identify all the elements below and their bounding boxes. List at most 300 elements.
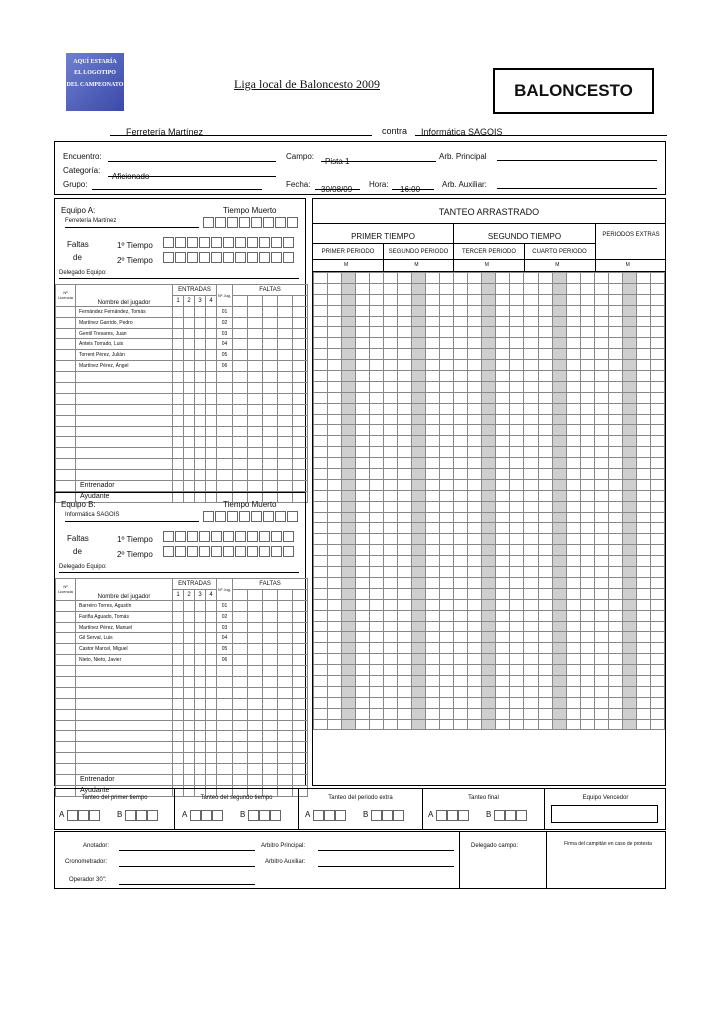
score-cell[interactable]: [426, 556, 440, 567]
score-cell[interactable]: [538, 305, 552, 316]
score-cell[interactable]: [468, 534, 482, 545]
score-cell[interactable]: [398, 665, 412, 676]
score-cell[interactable]: [440, 665, 454, 676]
fecha-field[interactable]: [315, 179, 360, 194]
score-cell[interactable]: [468, 588, 482, 599]
score-cell[interactable]: [566, 567, 580, 578]
score-cell[interactable]: [384, 632, 398, 643]
score-cell[interactable]: [594, 599, 608, 610]
score-cell[interactable]: [356, 392, 370, 403]
falta-cell[interactable]: [278, 339, 293, 350]
score-cell[interactable]: [454, 447, 468, 458]
entrada-cell[interactable]: [195, 731, 206, 742]
score-cell[interactable]: [608, 643, 622, 654]
score-cell[interactable]: [608, 665, 622, 676]
score-cell[interactable]: [552, 447, 566, 458]
score-cell[interactable]: [468, 338, 482, 349]
score-cell[interactable]: [314, 479, 328, 490]
falta-cell[interactable]: [293, 753, 308, 764]
score-cell[interactable]: [496, 327, 510, 338]
score-cell[interactable]: [510, 371, 524, 382]
falta-cell[interactable]: [248, 709, 263, 720]
score-cell[interactable]: [426, 512, 440, 523]
entrada-cell[interactable]: [206, 393, 217, 404]
score-cell[interactable]: [314, 577, 328, 588]
score-cell[interactable]: [538, 294, 552, 305]
falta-cell[interactable]: [233, 731, 248, 742]
score-cell[interactable]: [650, 316, 664, 327]
score-cell[interactable]: [412, 371, 426, 382]
score-cell[interactable]: [650, 719, 664, 730]
entrada-cell[interactable]: [195, 448, 206, 459]
entrada-cell[interactable]: [195, 383, 206, 394]
score-cell[interactable]: [496, 588, 510, 599]
falta-cell[interactable]: [278, 448, 293, 459]
score-cell[interactable]: [622, 545, 636, 556]
entrada-cell[interactable]: [195, 306, 206, 317]
score-cell[interactable]: [580, 403, 594, 414]
score-cell[interactable]: [426, 381, 440, 392]
score-cell[interactable]: [342, 392, 356, 403]
score-cell[interactable]: [356, 458, 370, 469]
score-cell[interactable]: [524, 523, 538, 534]
score-cell[interactable]: [398, 556, 412, 567]
score-cell[interactable]: [510, 610, 524, 621]
score-cell[interactable]: [314, 305, 328, 316]
falta-cell[interactable]: [233, 415, 248, 426]
falta-cell[interactable]: [293, 709, 308, 720]
staff-cell[interactable]: [248, 775, 263, 786]
score-cell[interactable]: [440, 371, 454, 382]
score-cell[interactable]: [454, 479, 468, 490]
score-cell[interactable]: [426, 610, 440, 621]
score-cell[interactable]: [398, 545, 412, 556]
falta-cell[interactable]: [248, 600, 263, 611]
score-cell[interactable]: [538, 458, 552, 469]
score-cell[interactable]: [482, 338, 496, 349]
score-cell[interactable]: [454, 686, 468, 697]
score-cell[interactable]: [636, 305, 650, 316]
score-cell[interactable]: [412, 381, 426, 392]
score-cell[interactable]: [342, 588, 356, 599]
score-cell[interactable]: [426, 534, 440, 545]
falta-cell[interactable]: [263, 633, 278, 644]
score-cell[interactable]: [328, 632, 342, 643]
score-cell[interactable]: [594, 479, 608, 490]
score-cell[interactable]: [650, 632, 664, 643]
score-cell[interactable]: [356, 316, 370, 327]
score-cell[interactable]: [440, 534, 454, 545]
score-cell[interactable]: [468, 621, 482, 632]
score-cell[interactable]: [356, 349, 370, 360]
score-cell[interactable]: [566, 545, 580, 556]
score-cell[interactable]: [342, 675, 356, 686]
score-cell[interactable]: [524, 316, 538, 327]
entrada-cell[interactable]: [195, 415, 206, 426]
falta-cell[interactable]: [233, 437, 248, 448]
entrada-cell[interactable]: [206, 622, 217, 633]
score-cell[interactable]: [622, 294, 636, 305]
score-cell[interactable]: [566, 447, 580, 458]
staff-cell[interactable]: [263, 481, 278, 492]
falta-cell[interactable]: [248, 328, 263, 339]
score-cell[interactable]: [482, 719, 496, 730]
score-cell[interactable]: [580, 512, 594, 523]
score-cell[interactable]: [482, 567, 496, 578]
licencia-cell[interactable]: [56, 350, 76, 361]
entrada-cell[interactable]: [206, 426, 217, 437]
score-cell[interactable]: [412, 349, 426, 360]
score-cell[interactable]: [412, 665, 426, 676]
score-cell[interactable]: [468, 523, 482, 534]
score-cell[interactable]: [622, 349, 636, 360]
falta-cell[interactable]: [248, 383, 263, 394]
score-cell[interactable]: [650, 675, 664, 686]
score-cell[interactable]: [440, 719, 454, 730]
score-cell[interactable]: [468, 697, 482, 708]
score-cell[interactable]: [594, 632, 608, 643]
score-cell[interactable]: [608, 381, 622, 392]
score-cell[interactable]: [594, 469, 608, 480]
score-cell[interactable]: [370, 534, 384, 545]
score-cell[interactable]: [384, 371, 398, 382]
score-cell[interactable]: [454, 545, 468, 556]
entrada-cell[interactable]: [206, 415, 217, 426]
score-cell[interactable]: [482, 425, 496, 436]
entrada-cell[interactable]: [206, 687, 217, 698]
score-cell[interactable]: [468, 643, 482, 654]
score-cell[interactable]: [356, 283, 370, 294]
score-cell[interactable]: [580, 349, 594, 360]
score-cell[interactable]: [566, 403, 580, 414]
score-cell[interactable]: [356, 523, 370, 534]
licencia-cell[interactable]: [56, 742, 76, 753]
entrada-cell[interactable]: [206, 666, 217, 677]
score-cell[interactable]: [636, 381, 650, 392]
score-cell[interactable]: [594, 447, 608, 458]
score-cell[interactable]: [650, 523, 664, 534]
score-cell[interactable]: [552, 534, 566, 545]
score-cell[interactable]: [328, 675, 342, 686]
entrada-cell[interactable]: [195, 655, 206, 666]
score-cell[interactable]: [398, 643, 412, 654]
score-cell[interactable]: [440, 545, 454, 556]
score-cell[interactable]: [468, 327, 482, 338]
score-cell[interactable]: [608, 479, 622, 490]
score-cell[interactable]: [468, 512, 482, 523]
score-cell[interactable]: [384, 545, 398, 556]
score-cell[interactable]: [510, 479, 524, 490]
score-cell[interactable]: [370, 632, 384, 643]
score-cell[interactable]: [636, 643, 650, 654]
score-cell[interactable]: [384, 327, 398, 338]
score-cell[interactable]: [580, 697, 594, 708]
score-cell[interactable]: [594, 371, 608, 382]
score-cell[interactable]: [482, 447, 496, 458]
score-cell[interactable]: [566, 360, 580, 371]
score-cell[interactable]: [328, 371, 342, 382]
score-cell[interactable]: [426, 577, 440, 588]
score-cell[interactable]: [398, 458, 412, 469]
score-cell[interactable]: [622, 360, 636, 371]
score-cell[interactable]: [468, 414, 482, 425]
score-cell[interactable]: [482, 273, 496, 284]
score-cell[interactable]: [412, 719, 426, 730]
score-cell[interactable]: [342, 556, 356, 567]
score-cell[interactable]: [398, 414, 412, 425]
score-cell[interactable]: [314, 545, 328, 556]
score-cell[interactable]: [538, 556, 552, 567]
score-cell[interactable]: [342, 403, 356, 414]
score-cell[interactable]: [328, 567, 342, 578]
falta-cell[interactable]: [233, 426, 248, 437]
score-cell[interactable]: [636, 327, 650, 338]
entrada-cell[interactable]: [206, 350, 217, 361]
score-cell[interactable]: [314, 283, 328, 294]
score-cell[interactable]: [440, 436, 454, 447]
score-cell[interactable]: [622, 316, 636, 327]
score-cell[interactable]: [552, 349, 566, 360]
score-cell[interactable]: [314, 294, 328, 305]
score-cell[interactable]: [398, 632, 412, 643]
score-cell[interactable]: [608, 556, 622, 567]
score-cell[interactable]: [594, 458, 608, 469]
score-cell[interactable]: [622, 414, 636, 425]
score-cell[interactable]: [538, 708, 552, 719]
score-cell[interactable]: [552, 360, 566, 371]
score-cell[interactable]: [356, 294, 370, 305]
score-cell[interactable]: [608, 360, 622, 371]
hora-field[interactable]: [392, 179, 434, 194]
score-cell[interactable]: [552, 381, 566, 392]
score-cell[interactable]: [454, 338, 468, 349]
score-cell[interactable]: [412, 534, 426, 545]
score-cell[interactable]: [538, 273, 552, 284]
score-cell[interactable]: [426, 447, 440, 458]
score-cell[interactable]: [510, 305, 524, 316]
fouls-2nd-boxes[interactable]: [163, 252, 295, 263]
score-cell[interactable]: [636, 273, 650, 284]
score-cell[interactable]: [426, 403, 440, 414]
entrada-cell[interactable]: [195, 437, 206, 448]
score-cell[interactable]: [580, 708, 594, 719]
score-cell[interactable]: [328, 719, 342, 730]
licencia-cell[interactable]: [56, 306, 76, 317]
score-cell[interactable]: [314, 534, 328, 545]
score-cell[interactable]: [384, 338, 398, 349]
falta-cell[interactable]: [233, 361, 248, 372]
score-cell[interactable]: [426, 360, 440, 371]
score-cell[interactable]: [398, 577, 412, 588]
score-cell[interactable]: [510, 719, 524, 730]
score-cell[interactable]: [594, 338, 608, 349]
score-cell[interactable]: [384, 556, 398, 567]
score-cell[interactable]: [594, 665, 608, 676]
score-cell[interactable]: [454, 675, 468, 686]
score-cell[interactable]: [510, 654, 524, 665]
score-cell[interactable]: [468, 545, 482, 556]
score-cell[interactable]: [426, 371, 440, 382]
score-cell[interactable]: [482, 632, 496, 643]
score-cell[interactable]: [622, 305, 636, 316]
entrada-cell[interactable]: [206, 470, 217, 481]
entrada-cell[interactable]: [184, 448, 195, 459]
score-cell[interactable]: [426, 294, 440, 305]
score-cell[interactable]: [440, 458, 454, 469]
entrada-cell[interactable]: [206, 753, 217, 764]
score-cell[interactable]: [510, 523, 524, 534]
score-cell[interactable]: [454, 392, 468, 403]
arb-principal-field[interactable]: [497, 151, 657, 161]
encuentro-field[interactable]: [108, 152, 276, 162]
score-cell[interactable]: [538, 599, 552, 610]
score-cell[interactable]: [328, 436, 342, 447]
score-cell[interactable]: [356, 414, 370, 425]
falta-cell[interactable]: [263, 677, 278, 688]
falta-cell[interactable]: [278, 687, 293, 698]
score-cell[interactable]: [454, 414, 468, 425]
score-cell[interactable]: [454, 403, 468, 414]
score-cell[interactable]: [356, 599, 370, 610]
licencia-cell[interactable]: [56, 361, 76, 372]
score-cell[interactable]: [482, 697, 496, 708]
score-cell[interactable]: [594, 686, 608, 697]
score-cell[interactable]: [608, 512, 622, 523]
score-cell[interactable]: [468, 719, 482, 730]
falta-cell[interactable]: [263, 470, 278, 481]
score-cell[interactable]: [356, 501, 370, 512]
score-cell[interactable]: [496, 469, 510, 480]
score-cell[interactable]: [384, 447, 398, 458]
score-cell[interactable]: [370, 621, 384, 632]
score-cell[interactable]: [426, 425, 440, 436]
entrada-cell[interactable]: [195, 328, 206, 339]
falta-cell[interactable]: [233, 459, 248, 470]
score-cell[interactable]: [468, 403, 482, 414]
score-cell[interactable]: [342, 338, 356, 349]
score-cell[interactable]: [538, 447, 552, 458]
score-cell[interactable]: [650, 392, 664, 403]
score-cell[interactable]: [356, 534, 370, 545]
score-cell[interactable]: [622, 665, 636, 676]
score-cell[interactable]: [538, 534, 552, 545]
falta-cell[interactable]: [248, 731, 263, 742]
score-cell[interactable]: [524, 283, 538, 294]
score-cell[interactable]: [384, 425, 398, 436]
entrada-cell[interactable]: [206, 600, 217, 611]
score-cell[interactable]: [622, 675, 636, 686]
score-cell[interactable]: [552, 556, 566, 567]
score-cell[interactable]: [426, 349, 440, 360]
score-cell[interactable]: [552, 577, 566, 588]
score-cell[interactable]: [412, 327, 426, 338]
score-cell[interactable]: [314, 414, 328, 425]
score-cell[interactable]: [566, 719, 580, 730]
score-cell[interactable]: [496, 425, 510, 436]
score-cell[interactable]: [594, 294, 608, 305]
score-cell[interactable]: [538, 436, 552, 447]
falta-cell[interactable]: [278, 720, 293, 731]
score-cell[interactable]: [328, 316, 342, 327]
licencia-cell[interactable]: [56, 731, 76, 742]
falta-cell[interactable]: [293, 742, 308, 753]
score-cell[interactable]: [384, 708, 398, 719]
score-cell[interactable]: [468, 458, 482, 469]
score-cell[interactable]: [566, 490, 580, 501]
score-cell[interactable]: [538, 403, 552, 414]
score-cell[interactable]: [524, 479, 538, 490]
score-cell[interactable]: [510, 632, 524, 643]
entrada-cell[interactable]: [184, 677, 195, 688]
score-cell[interactable]: [328, 556, 342, 567]
score-cell[interactable]: [594, 621, 608, 632]
score-cell[interactable]: [356, 305, 370, 316]
score-cell[interactable]: [636, 556, 650, 567]
falta-cell[interactable]: [293, 666, 308, 677]
falta-cell[interactable]: [278, 633, 293, 644]
falta-cell[interactable]: [293, 764, 308, 775]
entrada-cell[interactable]: [184, 753, 195, 764]
falta-cell[interactable]: [278, 742, 293, 753]
score-cell[interactable]: [510, 273, 524, 284]
anotador-field[interactable]: [119, 843, 255, 851]
score-cell[interactable]: [552, 316, 566, 327]
score-cell[interactable]: [482, 327, 496, 338]
score-b-boxes[interactable]: [125, 808, 158, 826]
falta-cell[interactable]: [278, 306, 293, 317]
entrada-cell[interactable]: [206, 742, 217, 753]
score-cell[interactable]: [510, 556, 524, 567]
score-cell[interactable]: [454, 621, 468, 632]
score-cell[interactable]: [636, 697, 650, 708]
falta-cell[interactable]: [263, 393, 278, 404]
falta-cell[interactable]: [248, 415, 263, 426]
score-cell[interactable]: [552, 599, 566, 610]
score-cell[interactable]: [370, 697, 384, 708]
falta-cell[interactable]: [248, 361, 263, 372]
score-cell[interactable]: [538, 501, 552, 512]
score-cell[interactable]: [650, 283, 664, 294]
score-cell[interactable]: [384, 469, 398, 480]
score-cell[interactable]: [510, 469, 524, 480]
timeout-boxes[interactable]: [203, 217, 299, 228]
score-cell[interactable]: [566, 534, 580, 545]
score-cell[interactable]: [356, 610, 370, 621]
score-cell[interactable]: [566, 392, 580, 403]
falta-cell[interactable]: [248, 459, 263, 470]
score-cell[interactable]: [342, 545, 356, 556]
score-cell[interactable]: [314, 490, 328, 501]
entrada-cell[interactable]: [173, 622, 184, 633]
entrada-cell[interactable]: [195, 633, 206, 644]
entrada-cell[interactable]: [173, 339, 184, 350]
entrada-cell[interactable]: [206, 339, 217, 350]
falta-cell[interactable]: [263, 306, 278, 317]
score-cell[interactable]: [496, 403, 510, 414]
falta-cell[interactable]: [248, 742, 263, 753]
score-cell[interactable]: [398, 392, 412, 403]
score-cell[interactable]: [412, 632, 426, 643]
score-cell[interactable]: [440, 567, 454, 578]
score-cell[interactable]: [608, 403, 622, 414]
score-cell[interactable]: [328, 479, 342, 490]
score-cell[interactable]: [370, 458, 384, 469]
score-cell[interactable]: [636, 469, 650, 480]
score-cell[interactable]: [566, 316, 580, 327]
score-cell[interactable]: [496, 512, 510, 523]
score-cell[interactable]: [468, 675, 482, 686]
entrada-cell[interactable]: [173, 404, 184, 415]
